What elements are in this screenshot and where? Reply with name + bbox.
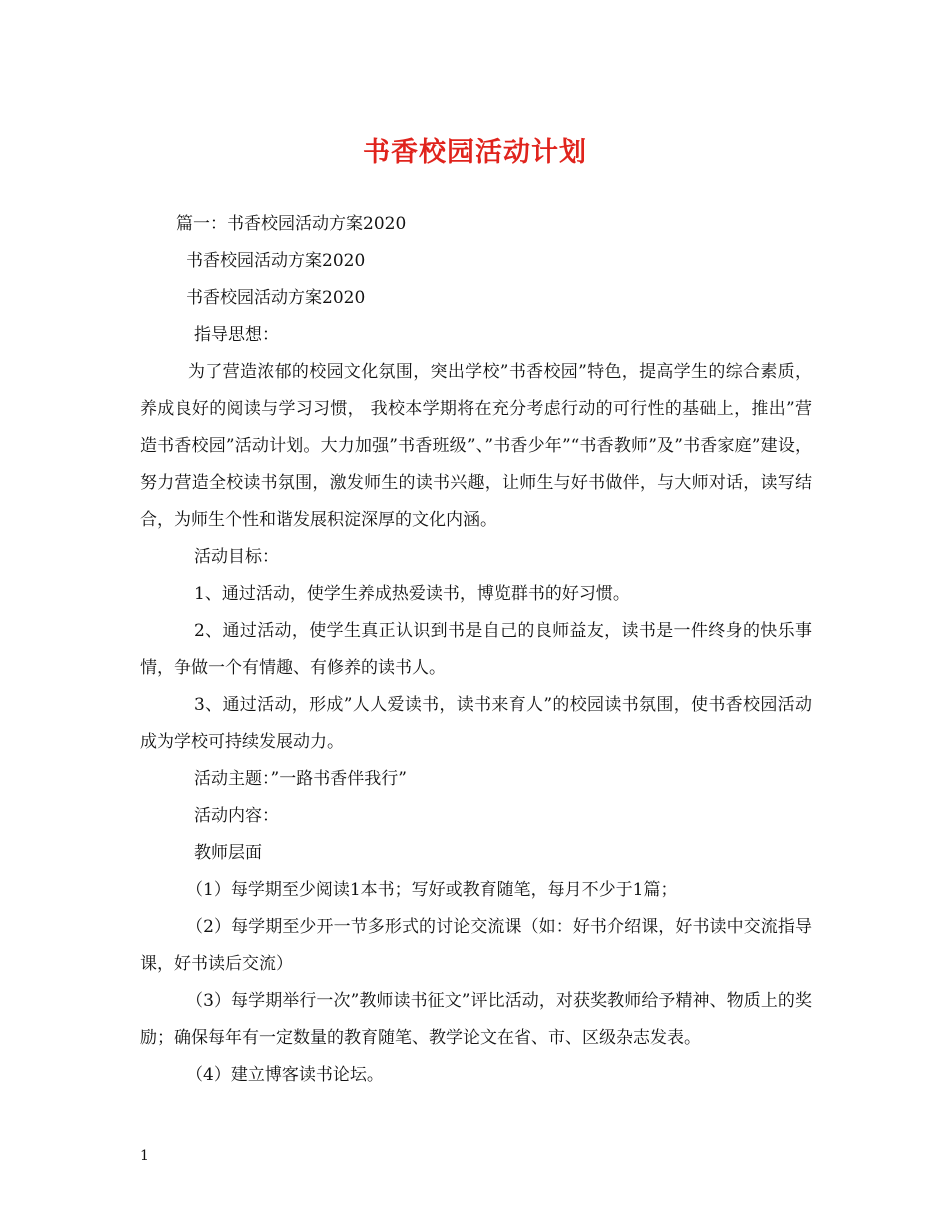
list-item-goal: 3、通过活动，形成”人人爱读书，读书来育人”的校园读书氛围，使书香校园活动成为学校可持续发展动力。 bbox=[140, 695, 812, 752]
paragraph-subtitle-repeat: 书香校园活动方案2020 bbox=[186, 288, 366, 308]
section-heading-guiding-thought: 指导思想： bbox=[194, 325, 279, 345]
list-item-teacher: （4）建立博客读书论坛。 bbox=[186, 1065, 384, 1085]
list-item-teacher: （1）每学期至少阅读1本书；写好或教育随笔，每月不少于1篇； bbox=[186, 880, 678, 900]
paragraph-chapter-heading: 篇一：书香校园活动方案2020 bbox=[176, 214, 407, 234]
paragraph-guiding-thought: 为了营造浓郁的校园文化氛围，突出学校”书香校园”特色，提高学生的综合素质，养成良好的阅读与学习习惯， 我校本学期将在充分考虑行动的可行性的基础上，推出”营造书香校园”活动计划。大力加强”书香班级”、”书香少年”“书香教师”及”书香家庭”建设，努力营造全校读书氛围，激发师生的读书兴趣，让师生与好书做伴，与大师对话，读写结合，为师生个性和谐发展积淀深厚的文化内涵。 bbox=[140, 362, 812, 530]
section-heading-content: 活动内容： bbox=[194, 806, 279, 826]
document-body bbox=[140, 206, 812, 1094]
document-title: 书香校园活动计划 bbox=[363, 137, 587, 168]
list-item-goal: 1、通过活动，使学生养成热爱读书，博览群书的好习惯。 bbox=[194, 584, 630, 604]
page-number: 1 bbox=[140, 1148, 149, 1164]
section-heading-goals: 活动目标： bbox=[194, 547, 279, 567]
list-item-teacher: （3）每学期举行一次”教师读书征文”评比活动，对获奖教师给予精神、物质上的奖励；确保每年有一定数量的教育随笔、教学论文在省、市、区级杂志发表。 bbox=[140, 991, 812, 1048]
list-item-goal: 2、通过活动，使学生真正认识到书是自己的良师益友，读书是一件终身的快乐事情，争做一个有情趣、有修养的读书人。 bbox=[140, 621, 812, 678]
section-heading-theme: 活动主题：”一路书香伴我行” bbox=[194, 769, 407, 789]
paragraph-subtitle: 书香校园活动方案2020 bbox=[186, 251, 366, 271]
list-item-teacher: （2）每学期至少开一节多形式的讨论交流课（如：好书介绍课，好书读中交流指导课，好书读后交流） bbox=[140, 917, 812, 974]
section-heading-teacher-level: 教师层面 bbox=[194, 843, 262, 863]
